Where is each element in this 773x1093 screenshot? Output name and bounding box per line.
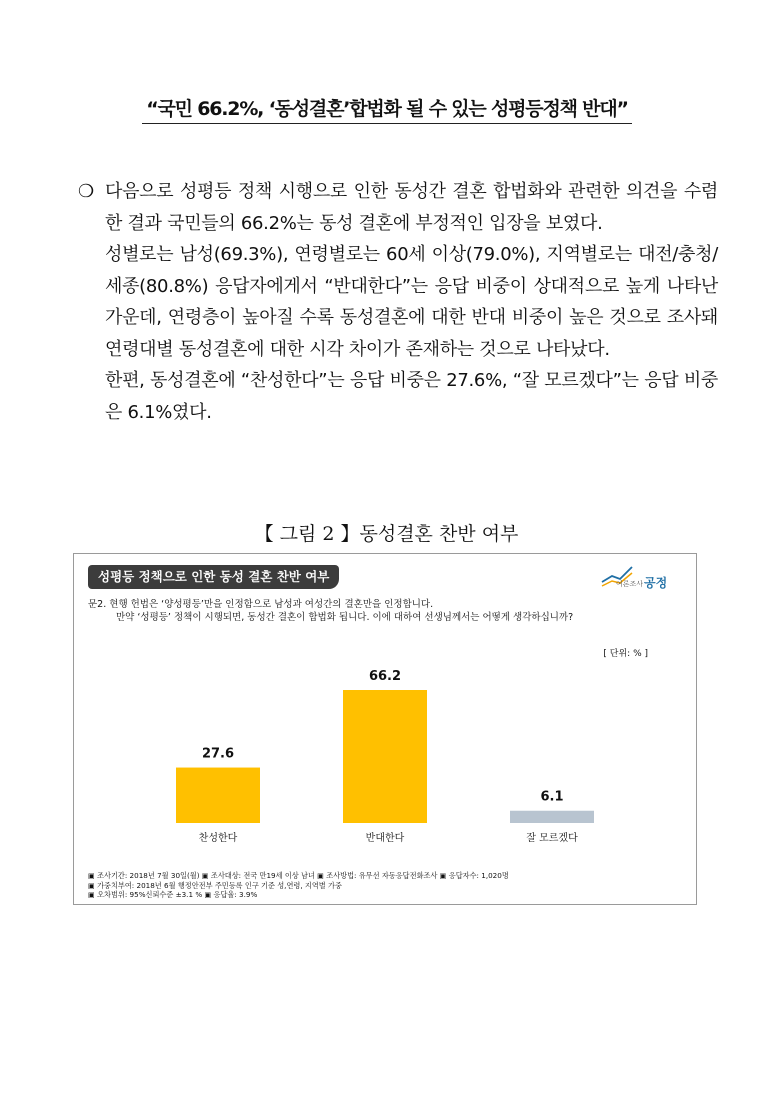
survey-note-2: ▣ 가중치부여: 2018년 6월 행정안전부 주민등록 인구 기준 성,연령, 지역별 가중 xyxy=(88,880,342,890)
bar-2 xyxy=(343,690,427,823)
category-label-1: 찬성한다 xyxy=(198,833,238,844)
logo-small-text: 여론조사 xyxy=(616,580,644,588)
category-label-3: 잘 모르겠다 xyxy=(526,833,578,844)
paragraph-3: 한편, 동성결혼에 “찬성한다”는 응답 비중은 27.6%, “잘 모르겠다”는 응답 비중은 6.1%였다. xyxy=(105,370,718,423)
bar-1 xyxy=(176,768,260,823)
paragraph-1: 다음으로 성평등 정책 시행으로 인한 동성간 결혼 합법화와 관련한 의견을 수렴한 결과 국민들의 66.2%는 동성 결혼에 부정적인 입장을 보였다. xyxy=(105,181,718,234)
bar-value-label-1: 27.6 xyxy=(201,746,235,762)
chart-header: 성평등 정책으로 인한 동성 결혼 찬반 여부 xyxy=(88,565,339,589)
chart-panel xyxy=(73,553,697,905)
unit-label: [ 단위: % ] xyxy=(603,649,648,659)
question-line-1: 문2. 현행 헌법은 ‘양성평등’만을 인정함으로 남성과 여성간의 결혼만을 인정합니다. xyxy=(88,599,434,610)
figure-caption: 【 그림 2 】동성결혼 찬반 여부 xyxy=(254,523,519,545)
survey-note-1: ▣ 조사기간: 2018년 7월 30일(월) ▣ 조사대상: 전국 만19세 이상 남녀 ▣ 조사방법: 유무선 자동응답전화조사 ▣ 응답자수: 1,020명 xyxy=(88,871,509,880)
survey-note-3: ▣ 오차범위: 95%신뢰수준 ±3.1 % ▣ 응답율: 3.9% xyxy=(88,890,258,899)
body-text xyxy=(78,176,718,428)
document-title: “국민 66.2%, ‘동성결혼’합법화 될 수 있는 성평등정책 반대” xyxy=(142,94,632,124)
category-label-2: 반대한다 xyxy=(365,833,405,844)
paragraph-2: 성별로는 남성(69.3%), 연령별로는 60세 이상(79.0%), 지역별로는 대전/충청/세종(80.8%) 응답자에게서 “반대한다”는 응답 비중이 상대적으로 높게 나타난 가운데, 연령층이 높아질 수록 동성결혼에 대한 반대 비중이 높은 것으로 조사돼 연령대별 동성결혼에 대한 시각 차이가 존재하는 것으로 나타났다. xyxy=(105,244,718,360)
bar-chart xyxy=(74,554,696,904)
question-line-2: 만약 ‘성평등’ 정책이 시행되면, 동성간 결혼이 합법화 됩니다. 이에 대하여 선생님께서는 어떻게 생각하십니까? xyxy=(116,612,574,623)
logo-big-text: 공정 xyxy=(644,576,668,590)
bar-value-label-3: 6.1 xyxy=(540,789,564,805)
bar-3 xyxy=(510,811,594,823)
bullet-icon: ❍ xyxy=(78,181,94,202)
bar-value-label-2: 66.2 xyxy=(368,669,402,684)
survey-notes xyxy=(88,871,509,900)
